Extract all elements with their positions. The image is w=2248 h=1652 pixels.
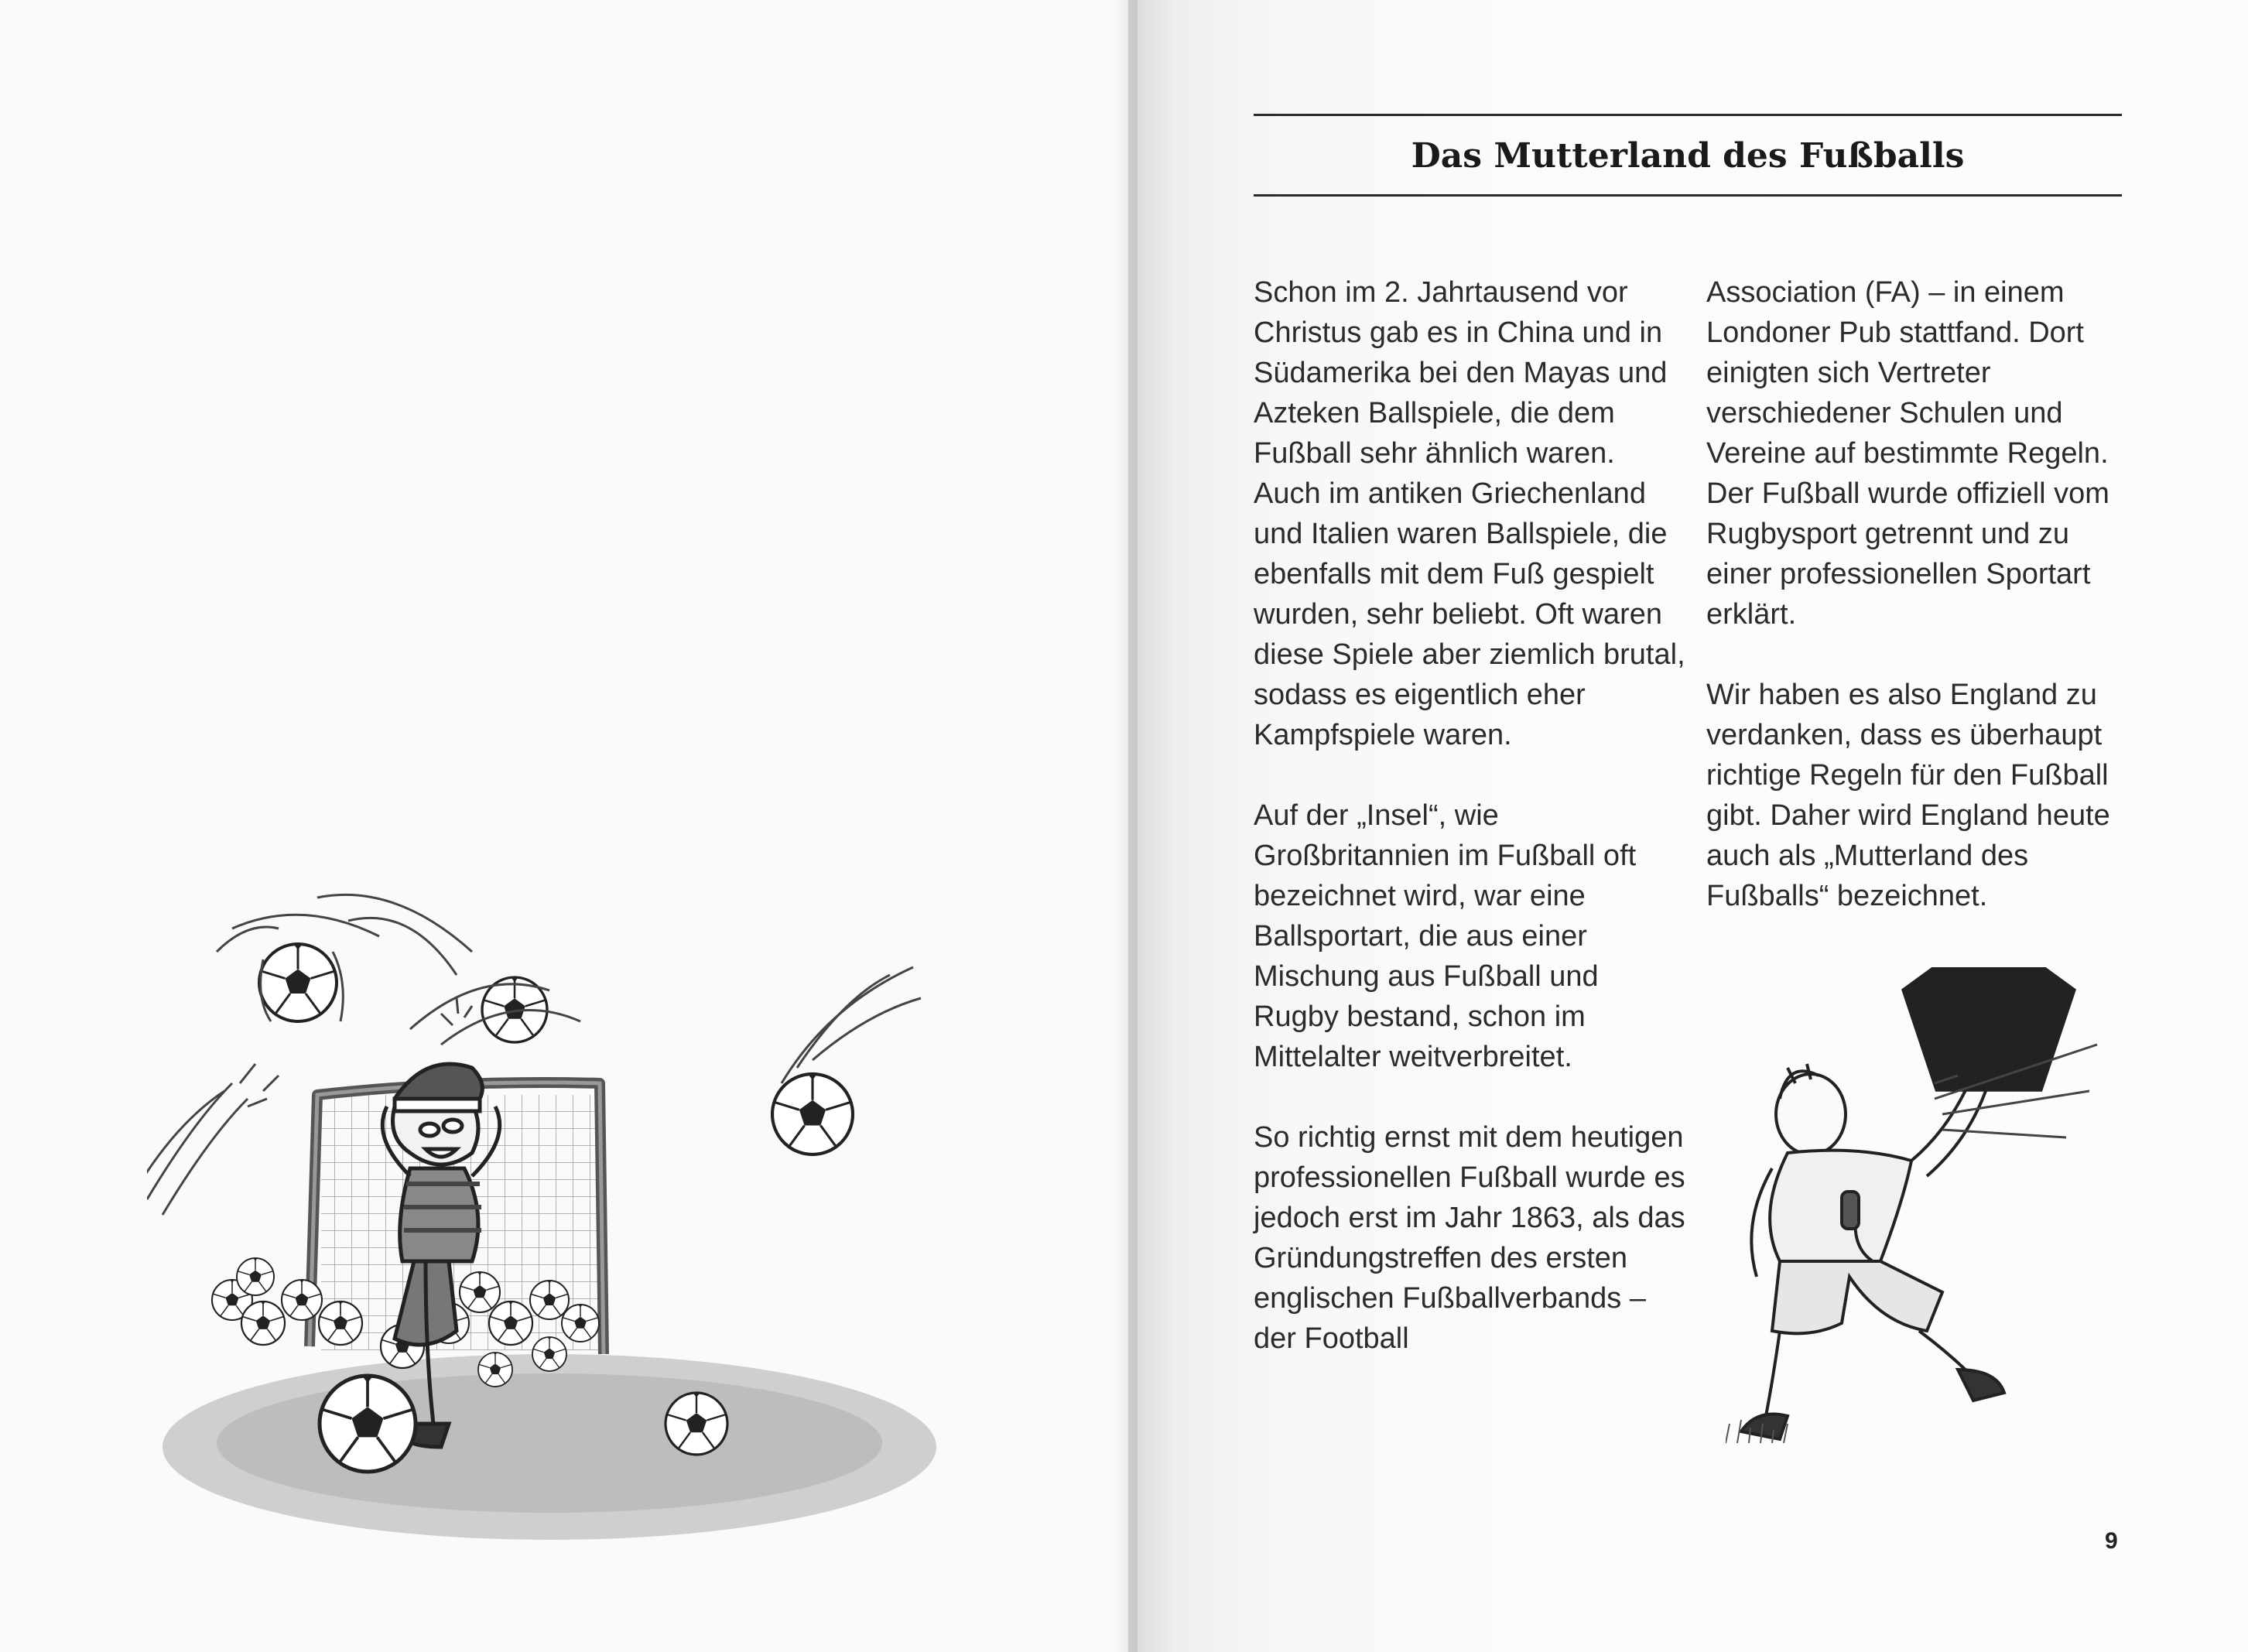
player-illustration [1726, 967, 2105, 1447]
paragraph: So richtig ernst mit dem heutigen professionellen Fußball wurde es jedoch erst im Jahr 1863, als das Gründungstreffen des ersten englischen Fußballverbands – der Football [1254, 1121, 1685, 1355]
chapter-title: Das Mutterland des Fußballs [1411, 136, 1965, 176]
gutter-shadow [1114, 0, 1138, 1652]
held-ball-icon [1956, 985, 2021, 1050]
title-rule-top [1254, 114, 2122, 116]
microphone-icon [1842, 1192, 1859, 1229]
paragraph: Wir haben es also England zu verdanken, dass es überhaupt richtige Regeln für den Fußball gibt. Daher wird England heute auch als „Mutterland des Fußballs“ bezeichnet. [1706, 679, 2110, 912]
goalkeeper-illustration [147, 890, 960, 1571]
paragraph: Schon im 2. Jahrtausend vor Christus gab es in China und in Südamerika bei den Mayas und Azteken Ballspiele, die dem Fußball sehr ähnlich waren. Auch im antiken Griechenland und Italien waren Ballspiele, die ebenfalls mit dem Fuß gespielt wurden, sehr beliebt. Oft waren diese Spiele aber ziemlich brutal, sodass es eigentlich eher Kampfspiele waren. [1254, 276, 1685, 751]
paragraph: Auf der „Insel“, wie Großbritannien im Fußball oft bezeichnet wird, war eine Ballsportart, die aus einer Mischung aus Fußball und Rugby bestand, schon im Mittelalter weitverbreitet. [1254, 799, 1637, 1073]
text-column-left [1254, 272, 1687, 1399]
page-number: 9 [2105, 1528, 2118, 1554]
text-column-right [1706, 272, 2140, 956]
paragraph: Association (FA) – in einem Londoner Pub stattfand. Dort einigten sich Vertreter verschiedener Schulen und Vereine auf bestimmte Regeln. Der Fußball wurde offiziell vom Rugbysport getrennt und zu einer professionellen Sportart erklärt. [1706, 276, 2109, 631]
title-rule-bottom [1254, 194, 2122, 197]
